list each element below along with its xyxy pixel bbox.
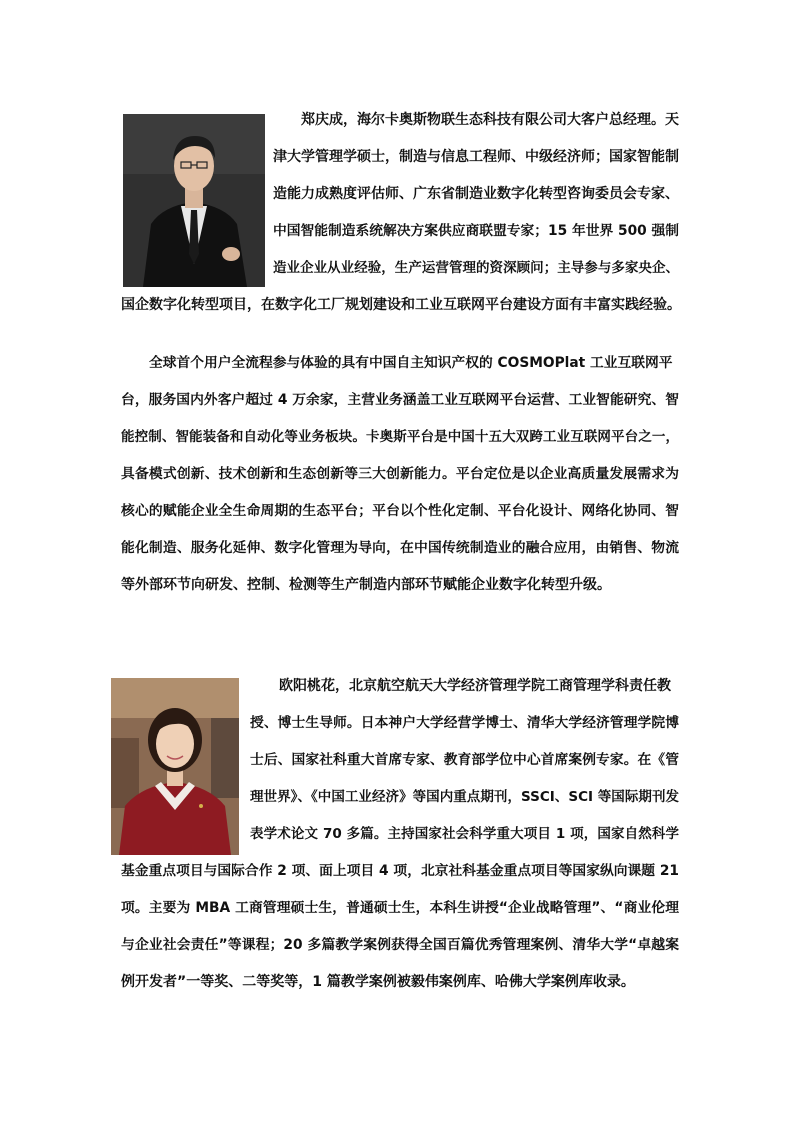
profile1-line-5: 造业企业从业经验，生产运营管理的资深顾问；主导参与多家央企、 [273,260,679,276]
profile2-line-7: 项。主要为 MBA 工商管理硕士生，普通硕士生，本科生讲授“企业战略管理”、“商业伦理 [121,900,679,916]
profile2-line-3: 士后、国家社科重大首席专家、教育部学位中心首席案例专家。在《管 [250,752,679,768]
profile2-line-9: 例开发者”一等奖、二等奖等，1 篇教学案例被毅伟案例库、哈佛大学案例库收录。 [121,974,635,990]
platform-line-6: 能化制造、服务化延伸、数字化管理为导向，在中国传统制造业的融合应用，由销售、物流 [121,540,679,556]
platform-line-7: 等外部环节向研发、控制、检测等生产制造内部环节赋能企业数字化转型升级。 [121,577,611,593]
profile1-line-3: 造能力成熟度评估师、广东省制造业数字化转型咨询委员会专家、 [273,186,679,202]
platform-line-4: 具备模式创新、技术创新和生态创新等三大创新能力。平台定位是以企业高质量发展需求为 [121,466,679,482]
profile2-line-6: 基金重点项目与国际合作 2 项、面上项目 4 项，北京社科基金重点项目等国家纵向课题 21 [121,863,679,879]
portrait-2-illustration [111,678,239,855]
profile1-line-4: 中国智能制造系统解决方案供应商联盟专家；15 年世界 500 强制 [273,223,679,239]
profile2-line-2: 授、博士生导师。日本神户大学经营学博士、清华大学经济管理学院博 [250,715,679,731]
profile1-line-1: 郑庆成，海尔卡奥斯物联生态科技有限公司大客户总经理。天 [301,112,679,128]
portrait-photo-2 [111,678,239,855]
platform-line-5: 核心的赋能企业全生命周期的生态平台；平台以个性化定制、平台化设计、网络化协同、智 [121,503,679,519]
profile1-line-2: 津大学管理学硕士，制造与信息工程师、中级经济师；国家智能制 [273,149,679,165]
platform-line-1: 全球首个用户全流程参与体验的具有中国自主知识产权的 COSMOPlat 工业互联网平 [149,355,673,371]
platform-line-2: 台，服务国内外客户超过 4 万余家，主营业务涵盖工业互联网平台运营、工业智能研究、智 [121,392,679,408]
profile2-line-1: 欧阳桃花，北京航空航天大学经济管理学院工商管理学科责任教 [279,678,671,694]
profile1-line-6: 国企数字化转型项目，在数字化工厂规划建设和工业互联网平台建设方面有丰富实践经验。 [121,297,681,313]
profile2-line-4: 理世界》、《中国工业经济》等国内重点期刊，SSCI、SCI 等国际期刊发 [250,789,679,805]
profile2-line-5: 表学术论文 70 多篇。主持国家社会科学重大项目 1 项，国家自然科学 [250,826,679,842]
portrait-photo-1 [123,114,265,287]
portrait-1-illustration [123,114,265,287]
profile2-line-8: 与企业社会责任”等课程；20 多篇教学案例获得全国百篇优秀管理案例、清华大学“卓越案 [121,937,679,953]
platform-line-3: 能控制、智能装备和自动化等业务板块。卡奥斯平台是中国十五大双跨工业互联网平台之一， [121,429,679,445]
